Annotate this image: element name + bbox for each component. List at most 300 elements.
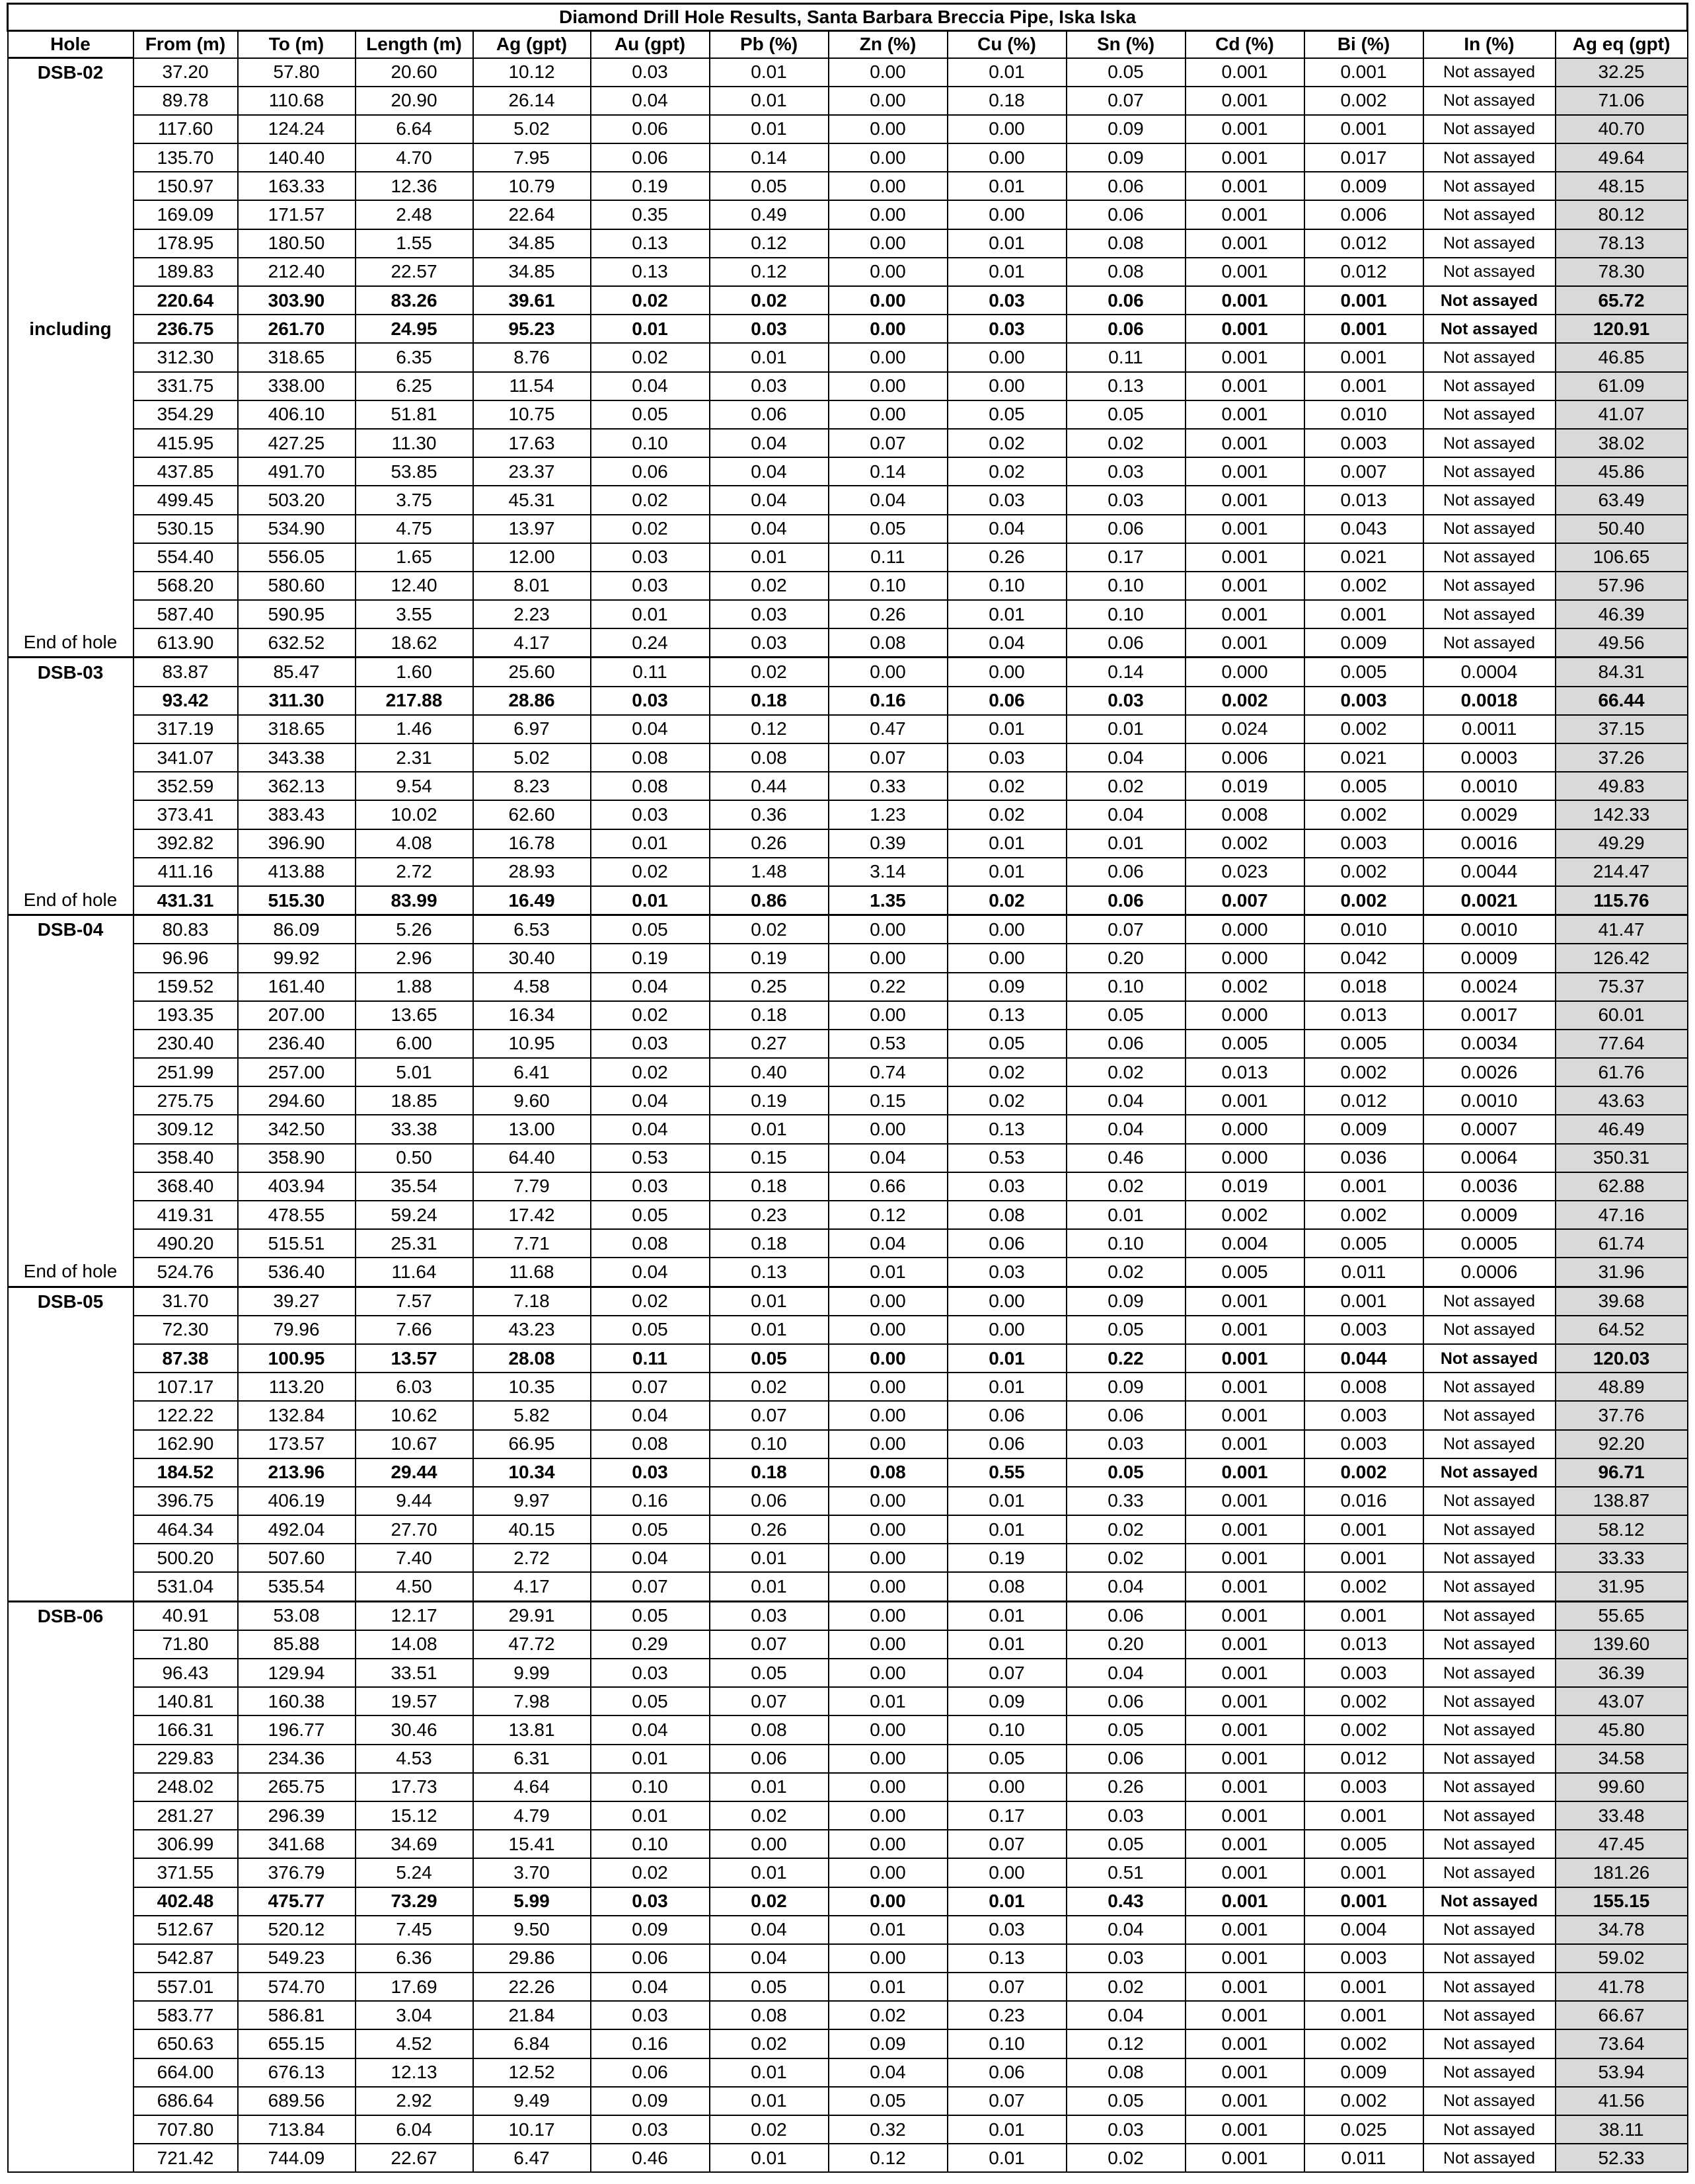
- value-cell: 0.02: [710, 2029, 829, 2058]
- value-cell: 0.001: [1304, 1515, 1423, 1544]
- value-cell: 0.06: [1067, 1401, 1186, 1429]
- value-cell: 0.03: [948, 486, 1067, 514]
- value-cell: 0.00: [829, 1487, 948, 1515]
- value-cell: 341.07: [133, 743, 238, 772]
- value-cell: 13.00: [473, 1115, 591, 1143]
- column-header: To (m): [238, 31, 356, 58]
- table-row: [8, 658, 1688, 687]
- value-cell: 28.93: [473, 858, 591, 886]
- value-cell: 113.20: [238, 1373, 356, 1401]
- value-cell: 0.07: [829, 429, 948, 457]
- value-cell: Not assayed: [1423, 1630, 1556, 1659]
- value-cell: 0.001: [1186, 1715, 1304, 1744]
- value-cell: 0.07: [591, 1572, 710, 1601]
- hole-cell: [8, 1115, 133, 1143]
- value-cell: 7.45: [356, 1916, 473, 1944]
- value-cell: 0.010: [1304, 400, 1423, 429]
- value-cell: 0.012: [1304, 1086, 1423, 1115]
- value-cell: 0.001: [1304, 372, 1423, 400]
- value-cell: 0.05: [1067, 1316, 1186, 1344]
- value-cell: 0.01: [591, 1801, 710, 1830]
- value-cell: 0.00: [829, 1287, 948, 1316]
- value-cell: 0.05: [948, 1030, 1067, 1058]
- value-cell: 689.56: [238, 2087, 356, 2115]
- value-cell: 0.06: [1067, 286, 1186, 315]
- column-header: Cd (%): [1186, 31, 1304, 58]
- value-cell: 1.88: [356, 973, 473, 1001]
- value-cell: 0.007: [1186, 886, 1304, 915]
- value-cell: 676.13: [238, 2058, 356, 2087]
- value-cell: Not assayed: [1423, 1745, 1556, 1773]
- value-cell: 554.40: [133, 543, 238, 572]
- value-cell: Not assayed: [1423, 1316, 1556, 1344]
- value-cell: 0.04: [948, 515, 1067, 543]
- value-cell: 0.14: [710, 143, 829, 172]
- value-cell: 0.51: [1067, 1858, 1186, 1887]
- value-cell: 0.001: [1186, 1430, 1304, 1458]
- value-cell: 309.12: [133, 1115, 238, 1143]
- value-cell: 0.05: [829, 2087, 948, 2115]
- drill-results-sheet: [7, 3, 1686, 2173]
- value-cell: 126.42: [1556, 944, 1688, 972]
- hole-cell: DSB-04: [8, 915, 133, 944]
- value-cell: 0.04: [1067, 1086, 1186, 1115]
- value-cell: 0.001: [1186, 286, 1304, 315]
- value-cell: 40.70: [1556, 115, 1688, 143]
- value-cell: 0.04: [1067, 2001, 1186, 2029]
- value-cell: 62.88: [1556, 1172, 1688, 1201]
- value-cell: 0.01: [710, 1544, 829, 1572]
- table-row: [8, 829, 1688, 858]
- value-cell: 120.03: [1556, 1344, 1688, 1373]
- hole-cell: [8, 1316, 133, 1344]
- value-cell: 0.08: [948, 1201, 1067, 1229]
- value-cell: 96.43: [133, 1659, 238, 1687]
- value-cell: 0.05: [948, 400, 1067, 429]
- value-cell: 6.84: [473, 2029, 591, 2058]
- value-cell: 0.00: [829, 115, 948, 143]
- value-cell: 0.01: [948, 1373, 1067, 1401]
- value-cell: 0.016: [1304, 1487, 1423, 1515]
- hole-cell: [8, 687, 133, 715]
- value-cell: 0.46: [1067, 1144, 1186, 1172]
- value-cell: 0.03: [710, 372, 829, 400]
- value-cell: 0.01: [948, 2144, 1067, 2172]
- value-cell: 0.001: [1304, 315, 1423, 343]
- value-cell: 120.91: [1556, 315, 1688, 343]
- value-cell: 0.001: [1186, 1887, 1304, 1916]
- value-cell: 39.27: [238, 1287, 356, 1316]
- value-cell: 0.17: [1067, 543, 1186, 572]
- value-cell: 22.57: [356, 258, 473, 286]
- value-cell: Not assayed: [1423, 1801, 1556, 1830]
- value-cell: 41.78: [1556, 1973, 1688, 2001]
- value-cell: 7.71: [473, 1229, 591, 1258]
- value-cell: 0.0017: [1423, 1001, 1556, 1030]
- value-cell: 73.29: [356, 1887, 473, 1916]
- value-cell: 0.001: [1304, 1858, 1423, 1887]
- value-cell: 0.03: [710, 628, 829, 658]
- value-cell: 0.004: [1186, 1229, 1304, 1258]
- value-cell: 0.07: [591, 1373, 710, 1401]
- value-cell: 4.75: [356, 515, 473, 543]
- value-cell: Not assayed: [1423, 1687, 1556, 1715]
- value-cell: 0.08: [1067, 229, 1186, 258]
- value-cell: 265.75: [238, 1773, 356, 1801]
- value-cell: 0.01: [829, 1258, 948, 1287]
- value-cell: Not assayed: [1423, 1601, 1556, 1630]
- value-cell: 0.010: [1304, 915, 1423, 944]
- hole-cell: [8, 2029, 133, 2058]
- value-cell: 12.00: [473, 543, 591, 572]
- value-cell: 583.77: [133, 2001, 238, 2029]
- value-cell: 0.02: [591, 1001, 710, 1030]
- value-cell: 3.14: [829, 858, 948, 886]
- table-row: [8, 1487, 1688, 1515]
- value-cell: 0.001: [1304, 600, 1423, 628]
- value-cell: 0.08: [829, 628, 948, 658]
- value-cell: 0.04: [710, 457, 829, 486]
- column-header: Zn (%): [829, 31, 948, 58]
- value-cell: 0.02: [710, 572, 829, 600]
- value-cell: 75.37: [1556, 973, 1688, 1001]
- table-row: [8, 1030, 1688, 1058]
- value-cell: Not assayed: [1423, 486, 1556, 514]
- value-cell: 138.87: [1556, 1487, 1688, 1515]
- value-cell: 10.17: [473, 2115, 591, 2144]
- value-cell: 46.39: [1556, 600, 1688, 628]
- value-cell: 0.013: [1304, 486, 1423, 514]
- value-cell: 0.08: [1067, 258, 1186, 286]
- value-cell: 0.001: [1186, 600, 1304, 628]
- value-cell: 248.02: [133, 1773, 238, 1801]
- value-cell: 0.0003: [1423, 743, 1556, 772]
- hole-cell: [8, 1887, 133, 1916]
- value-cell: 40.15: [473, 1515, 591, 1544]
- value-cell: 161.40: [238, 973, 356, 1001]
- value-cell: 0.08: [591, 772, 710, 800]
- value-cell: 0.011: [1304, 2144, 1423, 2172]
- value-cell: 0.001: [1186, 1973, 1304, 2001]
- value-cell: 10.75: [473, 400, 591, 429]
- table-row: [8, 1316, 1688, 1344]
- value-cell: 0.0029: [1423, 800, 1556, 829]
- value-cell: 0.012: [1304, 258, 1423, 286]
- hole-cell: [8, 1858, 133, 1887]
- value-cell: 574.70: [238, 1973, 356, 2001]
- hole-cell: [8, 772, 133, 800]
- value-cell: Not assayed: [1423, 1773, 1556, 1801]
- value-cell: 358.90: [238, 1144, 356, 1172]
- value-cell: 0.25: [710, 973, 829, 1001]
- value-cell: 11.30: [356, 429, 473, 457]
- value-cell: 0.001: [1186, 2144, 1304, 2172]
- value-cell: 0.19: [710, 1086, 829, 1115]
- value-cell: 0.001: [1186, 172, 1304, 200]
- hole-cell: [8, 1944, 133, 1973]
- value-cell: 0.02: [591, 486, 710, 514]
- value-cell: 0.044: [1304, 1344, 1423, 1373]
- value-cell: 37.15: [1556, 715, 1688, 743]
- value-cell: 0.0011: [1423, 715, 1556, 743]
- value-cell: 0.07: [710, 1401, 829, 1429]
- value-cell: 0.001: [1186, 1086, 1304, 1115]
- value-cell: 49.29: [1556, 829, 1688, 858]
- value-cell: 64.40: [473, 1144, 591, 1172]
- value-cell: 234.36: [238, 1745, 356, 1773]
- value-cell: 34.78: [1556, 1916, 1688, 1944]
- value-cell: 0.002: [1304, 1201, 1423, 1229]
- table-row: [8, 172, 1688, 200]
- value-cell: 0.002: [1304, 715, 1423, 743]
- value-cell: 0.03: [591, 1030, 710, 1058]
- hole-cell: [8, 858, 133, 886]
- value-cell: 520.12: [238, 1916, 356, 1944]
- value-cell: 0.04: [829, 1229, 948, 1258]
- table-row: [8, 1572, 1688, 1601]
- table-row: [8, 229, 1688, 258]
- value-cell: 5.02: [473, 115, 591, 143]
- value-cell: 46.49: [1556, 1115, 1688, 1143]
- value-cell: Not assayed: [1423, 2144, 1556, 2172]
- value-cell: 713.84: [238, 2115, 356, 2144]
- value-cell: 77.64: [1556, 1030, 1688, 1058]
- value-cell: 0.07: [948, 1973, 1067, 2001]
- value-cell: 383.43: [238, 800, 356, 829]
- value-cell: 59.02: [1556, 1944, 1688, 1973]
- value-cell: 0.06: [1067, 200, 1186, 229]
- value-cell: 0.002: [1304, 1715, 1423, 1744]
- value-cell: 40.91: [133, 1601, 238, 1630]
- value-cell: 0.00: [829, 1715, 948, 1744]
- value-cell: 0.001: [1186, 1830, 1304, 1858]
- value-cell: 18.62: [356, 628, 473, 658]
- value-cell: Not assayed: [1423, 200, 1556, 229]
- value-cell: 17.69: [356, 1973, 473, 2001]
- value-cell: 4.17: [473, 628, 591, 658]
- value-cell: 0.002: [1304, 87, 1423, 115]
- hole-cell: [8, 1715, 133, 1744]
- value-cell: 47.72: [473, 1630, 591, 1659]
- value-cell: 86.09: [238, 915, 356, 944]
- value-cell: 14.08: [356, 1630, 473, 1659]
- value-cell: 106.65: [1556, 543, 1688, 572]
- value-cell: 0.036: [1304, 1144, 1423, 1172]
- hole-cell: [8, 1058, 133, 1086]
- value-cell: 0.02: [1067, 1258, 1186, 1287]
- value-cell: 0.001: [1186, 1916, 1304, 1944]
- value-cell: 0.001: [1186, 143, 1304, 172]
- value-cell: 0.01: [710, 115, 829, 143]
- table-row: [8, 715, 1688, 743]
- value-cell: 0.00: [829, 1430, 948, 1458]
- value-cell: 499.45: [133, 486, 238, 514]
- value-cell: 0.08: [710, 743, 829, 772]
- value-cell: 0.013: [1304, 1001, 1423, 1030]
- value-cell: 78.13: [1556, 229, 1688, 258]
- value-cell: 0.18: [710, 1458, 829, 1487]
- table-row: [8, 1086, 1688, 1115]
- value-cell: 10.67: [356, 1430, 473, 1458]
- value-cell: 0.001: [1186, 400, 1304, 429]
- value-cell: 0.03: [948, 743, 1067, 772]
- value-cell: 490.20: [133, 1229, 238, 1258]
- value-cell: 0.001: [1186, 2001, 1304, 2029]
- table-row: [8, 343, 1688, 371]
- value-cell: 0.00: [829, 1745, 948, 1773]
- value-cell: 557.01: [133, 1973, 238, 2001]
- value-cell: 0.01: [710, 343, 829, 371]
- table-row: [8, 1373, 1688, 1401]
- value-cell: 431.31: [133, 886, 238, 915]
- value-cell: 43.63: [1556, 1086, 1688, 1115]
- value-cell: 0.008: [1186, 800, 1304, 829]
- value-cell: 0.001: [1186, 200, 1304, 229]
- table-row: [8, 315, 1688, 343]
- value-cell: 0.01: [710, 2087, 829, 2115]
- value-cell: 0.004: [1304, 1916, 1423, 1944]
- hole-cell: End of hole: [8, 1258, 133, 1287]
- column-header: Bi (%): [1304, 31, 1423, 58]
- value-cell: 0.0024: [1423, 973, 1556, 1001]
- value-cell: 0.02: [591, 343, 710, 371]
- value-cell: 0.001: [1186, 229, 1304, 258]
- value-cell: 0.15: [829, 1086, 948, 1115]
- value-cell: 17.73: [356, 1773, 473, 1801]
- value-cell: 9.54: [356, 772, 473, 800]
- table-row: [8, 1858, 1688, 1887]
- value-cell: 354.29: [133, 400, 238, 429]
- value-cell: 0.02: [710, 915, 829, 944]
- value-cell: 28.86: [473, 687, 591, 715]
- value-cell: 0.01: [591, 886, 710, 915]
- value-cell: 0.05: [829, 515, 948, 543]
- value-cell: 632.52: [238, 628, 356, 658]
- value-cell: Not assayed: [1423, 2029, 1556, 2058]
- table-row: [8, 1229, 1688, 1258]
- value-cell: 0.00: [829, 343, 948, 371]
- value-cell: 303.90: [238, 286, 356, 315]
- table-row: [8, 1344, 1688, 1373]
- value-cell: 80.83: [133, 915, 238, 944]
- value-cell: Not assayed: [1423, 1344, 1556, 1373]
- value-cell: 507.60: [238, 1544, 356, 1572]
- table-row: [8, 486, 1688, 514]
- table-row: [8, 2029, 1688, 2058]
- value-cell: 85.47: [238, 658, 356, 687]
- value-cell: 0.10: [710, 1430, 829, 1458]
- value-cell: 17.42: [473, 1201, 591, 1229]
- value-cell: 0.001: [1186, 315, 1304, 343]
- value-cell: 59.24: [356, 1201, 473, 1229]
- value-cell: 0.002: [1186, 1201, 1304, 1229]
- value-cell: 0.12: [710, 715, 829, 743]
- value-cell: 2.96: [356, 944, 473, 972]
- value-cell: 0.06: [591, 115, 710, 143]
- value-cell: 491.70: [238, 457, 356, 486]
- hole-cell: [8, 543, 133, 572]
- value-cell: 0.07: [710, 1630, 829, 1659]
- value-cell: 0.00: [829, 1630, 948, 1659]
- value-cell: 0.001: [1186, 1458, 1304, 1487]
- value-cell: 0.00: [829, 87, 948, 115]
- value-cell: Not assayed: [1423, 2058, 1556, 2087]
- value-cell: 0.03: [1067, 486, 1186, 514]
- table-row: [8, 2058, 1688, 2087]
- value-cell: 5.02: [473, 743, 591, 772]
- value-cell: 87.38: [133, 1344, 238, 1373]
- value-cell: Not assayed: [1423, 343, 1556, 371]
- value-cell: 0.06: [948, 1229, 1067, 1258]
- value-cell: 0.10: [948, 572, 1067, 600]
- value-cell: 4.79: [473, 1801, 591, 1830]
- value-cell: 1.35: [829, 886, 948, 915]
- value-cell: 406.19: [238, 1487, 356, 1515]
- value-cell: 3.04: [356, 2001, 473, 2029]
- hole-cell: [8, 1144, 133, 1172]
- value-cell: 236.40: [238, 1030, 356, 1058]
- value-cell: 0.09: [948, 1687, 1067, 1715]
- value-cell: 0.005: [1304, 1030, 1423, 1058]
- value-cell: 0.024: [1186, 715, 1304, 743]
- table-row: [8, 1258, 1688, 1287]
- value-cell: 4.58: [473, 973, 591, 1001]
- table-row: [8, 944, 1688, 972]
- value-cell: 4.08: [356, 829, 473, 858]
- value-cell: 0.00: [829, 1373, 948, 1401]
- table-row: [8, 1916, 1688, 1944]
- hole-cell: [8, 944, 133, 972]
- hole-cell: [8, 1544, 133, 1572]
- value-cell: 0.00: [829, 1801, 948, 1830]
- value-cell: 0.001: [1304, 1801, 1423, 1830]
- value-cell: 0.007: [1304, 457, 1423, 486]
- value-cell: 0.19: [948, 1544, 1067, 1572]
- value-cell: 39.61: [473, 286, 591, 315]
- value-cell: 0.0005: [1423, 1229, 1556, 1258]
- value-cell: 11.64: [356, 1258, 473, 1287]
- column-header: In (%): [1423, 31, 1556, 58]
- hole-cell: [8, 1745, 133, 1773]
- value-cell: 0.04: [591, 1401, 710, 1429]
- hole-cell: [8, 87, 133, 115]
- table-row: [8, 1630, 1688, 1659]
- hole-cell: [8, 1373, 133, 1401]
- value-cell: 0.08: [948, 1572, 1067, 1601]
- value-cell: 0.03: [948, 315, 1067, 343]
- value-cell: 0.02: [1067, 1172, 1186, 1201]
- value-cell: 0.0007: [1423, 1115, 1556, 1143]
- value-cell: 220.64: [133, 286, 238, 315]
- value-cell: 0.04: [591, 1715, 710, 1744]
- drill-results-table: [7, 3, 1688, 2173]
- value-cell: 212.40: [238, 258, 356, 286]
- value-cell: 0.66: [829, 1172, 948, 1201]
- value-cell: 0.08: [710, 1715, 829, 1744]
- value-cell: 0.02: [710, 1887, 829, 1916]
- value-cell: 0.005: [1304, 1830, 1423, 1858]
- value-cell: 0.13: [948, 1944, 1067, 1973]
- value-cell: 10.35: [473, 1373, 591, 1401]
- value-cell: 5.24: [356, 1858, 473, 1887]
- value-cell: 0.10: [591, 429, 710, 457]
- value-cell: 0.27: [710, 1030, 829, 1058]
- value-cell: 318.65: [238, 343, 356, 371]
- value-cell: 318.65: [238, 715, 356, 743]
- value-cell: 49.64: [1556, 143, 1688, 172]
- value-cell: 0.04: [710, 486, 829, 514]
- value-cell: 37.20: [133, 58, 238, 87]
